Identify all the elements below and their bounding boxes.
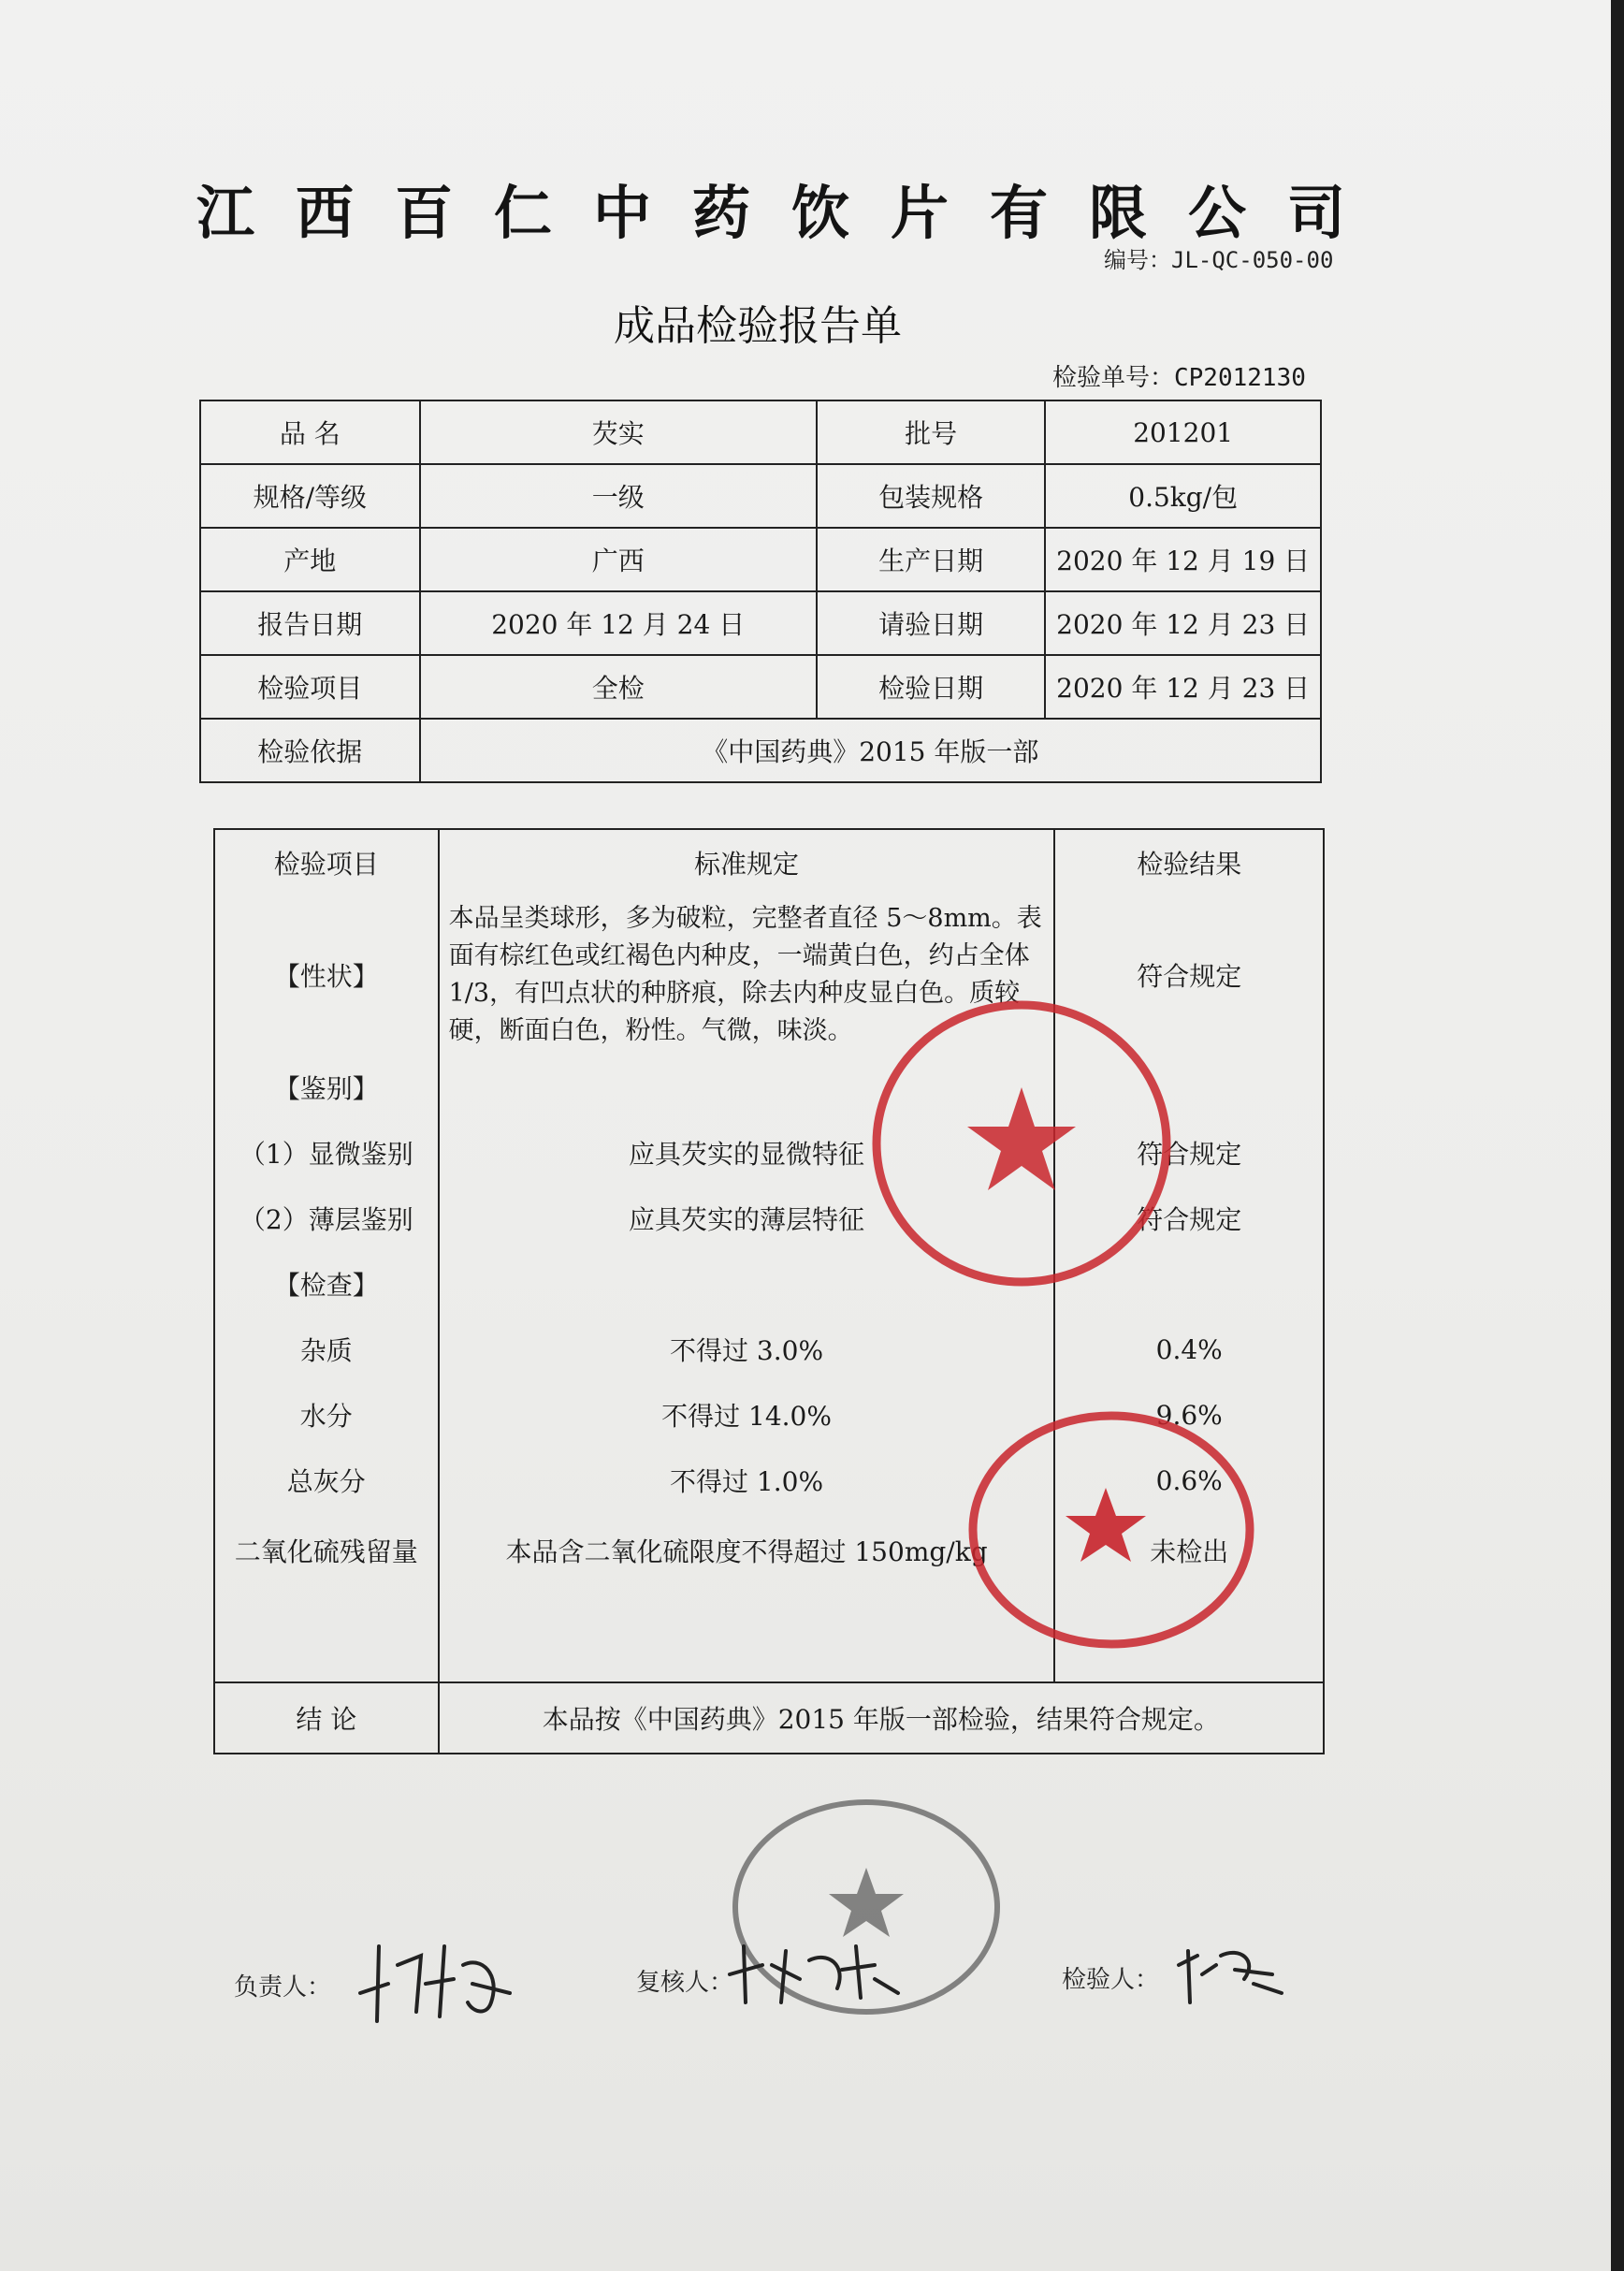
result-value: 符合规定 (1054, 1120, 1324, 1186)
report-date-value: 2020 年 12 月 24 日 (420, 591, 817, 655)
conclusion-row (214, 1682, 1324, 1754)
table-row (214, 1317, 1324, 1382)
inspector-signature (1169, 1937, 1291, 2012)
spec-label: 规格/等级 (200, 464, 420, 528)
result-value: 未检出 (1054, 1513, 1324, 1682)
test-items-label: 检验项目 (200, 655, 420, 719)
test-date-label: 检验日期 (817, 655, 1046, 719)
reviewer-label: 复核人： (636, 1969, 734, 1997)
result-item: （2）薄层鉴别 (214, 1186, 439, 1251)
result-value: 符合规定 (1054, 895, 1324, 1055)
responsible-label: 负责人： (234, 1973, 332, 2002)
product-value: 芡实 (420, 400, 817, 464)
production-date-label: 生产日期 (817, 528, 1046, 591)
basis-label: 检验依据 (200, 719, 420, 782)
report-title: 成品检验报告单 (614, 302, 902, 350)
reviewer-signature (725, 1937, 903, 2012)
table-row (200, 528, 1321, 591)
conclusion-label: 结 论 (214, 1682, 439, 1754)
table-row (200, 655, 1321, 719)
origin-label: 产地 (200, 528, 420, 591)
result-standard: 不得过 1.0% (439, 1448, 1055, 1513)
table-header-row (214, 829, 1324, 895)
result-standard: 本品呈类球形，多为破粒，完整者直径 5～8mm。表面有棕红色或红褐色内种皮，一端黄白色，约占全体 1/3，有凹点状的种脐痕，除去内种皮显白色。质较硬，断面白色，粉性。气微，味淡。 (439, 895, 1055, 1055)
request-date-label: 请验日期 (817, 591, 1046, 655)
column-header-standard: 标准规定 (439, 829, 1055, 895)
conclusion-value: 本品按《中国药典》2015 年版一部检验，结果符合规定。 (439, 1682, 1324, 1754)
spec-value: 一级 (420, 464, 817, 528)
table-row (200, 400, 1321, 464)
table-row (200, 591, 1321, 655)
info-table (199, 400, 1322, 783)
test-items-value: 全检 (420, 655, 817, 719)
pack-label: 包装规格 (817, 464, 1046, 528)
result-item: 总灰分 (214, 1448, 439, 1513)
batch-label: 批号 (817, 400, 1046, 464)
result-item: 二氧化硫残留量 (214, 1513, 439, 1682)
pack-value: 0.5kg/包 (1045, 464, 1321, 528)
column-header-item: 检验项目 (214, 829, 439, 895)
result-item: 杂质 (214, 1317, 439, 1382)
request-date-value: 2020 年 12 月 23 日 (1045, 591, 1321, 655)
table-row (200, 464, 1321, 528)
result-item: 【检查】 (214, 1251, 439, 1317)
result-value: 符合规定 (1054, 1186, 1324, 1251)
result-value: 0.4% (1054, 1317, 1324, 1382)
result-standard: 不得过 14.0% (439, 1382, 1055, 1448)
result-value: 0.6% (1054, 1448, 1324, 1513)
company-name: 江西百仁中药饮片有限公司 (196, 179, 1387, 247)
basis-value: 《中国药典》2015 年版一部 (420, 719, 1321, 782)
report-date-label: 报告日期 (200, 591, 420, 655)
origin-value: 广西 (420, 528, 817, 591)
batch-value: 201201 (1045, 400, 1321, 464)
test-date-value: 2020 年 12 月 23 日 (1045, 655, 1321, 719)
quality-department-seal (863, 994, 1181, 1293)
result-standard: 应具芡实的薄层特征 (439, 1186, 1055, 1251)
result-item: 【性状】 (214, 895, 439, 1055)
qc-seal-red (962, 1404, 1261, 1656)
result-standard: 不得过 3.0% (439, 1317, 1055, 1382)
responsible-signature (351, 1928, 519, 2031)
document-number: 编号：JL-QC-050-00 (1104, 247, 1334, 273)
report-number: 检验单号：CP2012130 (1052, 364, 1306, 392)
result-item: （1）显微鉴别 (214, 1120, 439, 1186)
result-item: 【鉴别】 (214, 1055, 439, 1120)
result-value: 9.6% (1054, 1382, 1324, 1448)
result-item: 水分 (214, 1382, 439, 1448)
product-label: 品 名 (200, 400, 420, 464)
inspector-label: 检验人： (1062, 1966, 1160, 1994)
result-standard: 应具芡实的显微特征 (439, 1120, 1055, 1186)
production-date-value: 2020 年 12 月 19 日 (1045, 528, 1321, 591)
table-row (200, 719, 1321, 782)
column-header-result: 检验结果 (1054, 829, 1324, 895)
result-standard: 本品含二氧化硫限度不得超过 150mg/kg (439, 1513, 1055, 1682)
